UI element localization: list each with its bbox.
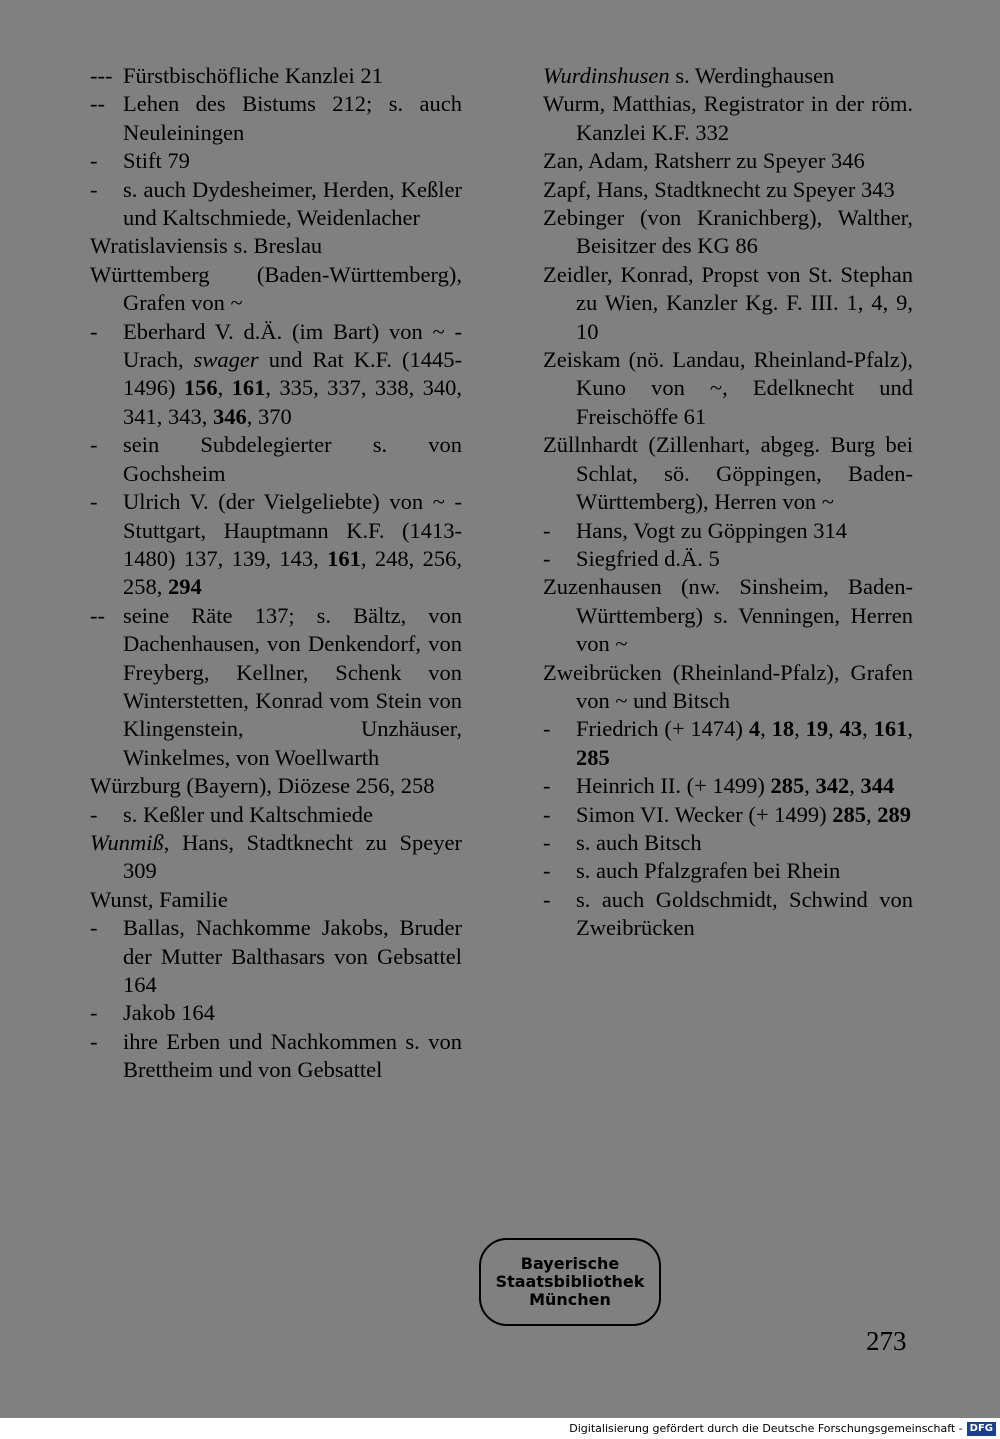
entry-dash: - [543,716,551,742]
index-subentry [543,545,913,573]
entry-text: s. Werdinghausen [669,63,835,88]
entry-text: 344 [860,773,895,799]
entry-dash: - [90,318,98,344]
index-entry [543,431,913,516]
entry-dash: -- [90,91,105,117]
entry-text: , [828,716,840,742]
entry-text: swager [193,347,259,373]
entry-text: Stift 79 [123,148,190,174]
index-subentry [90,999,462,1027]
index-subentry [90,914,462,999]
entry-text: 161 [231,375,266,401]
index-entry [543,147,913,175]
entry-text: , [794,716,806,742]
entry-text: 342 [815,773,850,799]
stamp-line: Bayerische [520,1254,620,1273]
entry-text: 289 [877,801,912,827]
entry-text: seine Räte 137; s. Bältz, von Dachenhausen, von Denkendorf, von Freyberg, Kellner, Schenk von Winterstetten, Konrad vom Stein von Klingenstein, Unzhäuser, Winkelmes, von Woellwarth [123,602,462,770]
index-entry [90,261,462,318]
entry-dash: - [90,915,98,941]
entry-text: s. auch Pfalzgrafen bei Rhein [576,858,841,884]
entry-text: sein Subdelegierter s. von Gochsheim [123,432,462,486]
entry-text: Züllnhardt (Zillenhart, abgeg. Burg bei Schlat, sö. Göppingen, Baden-Württemberg), Herren von ~ [543,432,913,515]
index-subentry [90,488,462,602]
entry-text: , [866,801,878,827]
entry-dash: - [90,148,98,174]
entry-text: Zapf, Hans, Stadtknecht zu Speyer 343 [543,176,895,202]
index-entry [543,90,913,147]
entry-text: , 335, 337, 338, 340, 341, 343, [123,375,462,429]
entry-text: Friedrich (+ 1474) [576,716,749,742]
entry-text: Jakob 164 [123,1000,215,1026]
entry-text: Wurdinshusen [543,63,670,88]
index-subentry [90,147,462,175]
entry-text: und Rat K.F. (1445-1496) [123,347,462,401]
footer-bar [0,1418,1000,1439]
index-subentry [543,857,913,885]
entry-dash: - [543,773,551,799]
index-entry [90,232,462,260]
index-entry [543,659,913,716]
entry-text: 161 [873,716,908,742]
footer-text: Digitalisierung gefördert durch die Deutsche Forschungsgemeinschaft - [569,1422,963,1435]
index-subentry [90,602,462,772]
index-subentry [543,517,913,545]
index-column-left [90,62,462,1085]
entry-text: , 248, 256, 258, [123,545,462,600]
entry-text: Simon VI. Wecker (+ 1499) [576,801,833,827]
entry-dash: - [543,829,551,855]
index-subentry [543,772,913,800]
index-subentry [90,1028,462,1085]
entry-text: s. auch Goldschmidt, Schwind von Zweibrücken [576,886,913,941]
entry-text: Lehen des Bistums 212; s. auch Neuleiningen [123,91,462,145]
entry-text: 19 [805,716,829,742]
entry-text: Heinrich II. (+ 1499) [576,773,771,799]
entry-text: , Hans, Stadtknecht zu Speyer 309 [123,829,462,884]
entry-text: Fürstbischöfliche Kanzlei 21 [123,63,383,88]
index-entry [90,829,462,886]
stamp-line: München [529,1290,611,1309]
entry-text: Zweibrücken (Rheinland-Pfalz), Grafen von ~ und Bitsch [543,659,913,713]
index-subentry [90,318,462,432]
entry-text: s. Keßler und Kaltschmiede [123,801,373,827]
entry-dash: - [90,176,98,202]
entry-text: , [804,773,816,799]
entry-dash: - [543,517,551,543]
index-entry [543,204,913,261]
entry-text: Hans, Vogt zu Göppingen 314 [576,517,848,543]
entry-dash: --- [90,63,113,88]
library-stamp [479,1238,661,1326]
dfg-logo: DFG [967,1422,996,1436]
entry-dash: - [543,801,551,827]
index-subentry [90,801,462,829]
entry-text: s. auch Dydesheimer, Herden, Keßler und Kaltschmiede, Weidenlacher [123,176,462,231]
index-subentry [90,176,462,233]
entry-dash: - [90,489,98,515]
entry-text: Zuzenhausen (nw. Sinsheim, Baden-Württemberg) s. Venningen, Herren von ~ [543,574,913,657]
entry-text: , [849,773,861,799]
index-entry [543,261,913,346]
entry-text: Ballas, Nachkomme Jakobs, Bruder der Mutter Balthasars von Gebsattel 164 [123,915,462,997]
entry-text: Zebinger (von Kranichberg), Walther, Beisitzer des KG 86 [543,205,913,259]
index-entry [543,346,913,431]
entry-text: 285 [770,773,805,799]
entry-text: 294 [168,574,202,600]
entry-dash: -- [90,602,105,628]
entry-text: , [760,716,772,742]
entry-text: Wunst, Familie [90,886,228,912]
stamp-line: Staatsbibliothek [495,1272,645,1291]
entry-text: , [217,375,232,401]
entry-text: Zeidler, Konrad, Propst von St. Stephan zu Wien, Kanzler Kg. F. III. 1, 4, 9, 10 [543,261,913,344]
entry-dash: - [90,1000,98,1026]
entry-text: ihre Erben und Nachkommen s. von Brettheim und von Gebsattel [123,1028,462,1083]
entry-text: Zan, Adam, Ratsherr zu Speyer 346 [543,148,865,174]
index-subentry [90,90,462,147]
entry-text: 161 [327,545,361,571]
entry-text: 285 [832,801,867,827]
entry-text: Wratislaviensis s. Breslau [90,233,323,259]
entry-dash: - [90,1028,98,1054]
entry-text: 18 [771,716,795,742]
index-entry [90,886,462,914]
entry-text: 346 [213,403,247,429]
index-subentry [90,431,462,488]
index-subentry [543,886,913,943]
entry-text: 285 [576,744,610,770]
index-column-right [543,62,913,943]
entry-dash: - [543,886,551,912]
entry-text: 156 [183,375,218,401]
entry-text: , 370 [246,403,292,429]
entry-dash: - [90,801,98,827]
entry-dash: - [543,858,551,884]
index-subentry [543,801,913,829]
entry-text: Wunmiß [90,829,164,855]
entry-text: Ulrich V. (der Vielgeliebte) von ~ -Stuttgart, Hauptmann K.F. (1413-1480) 137, 139, 143, [123,489,462,571]
entry-text: 43 [839,716,863,742]
entry-text: Zeiskam (nö. Landau, Rheinland-Pfalz), Kuno von ~, Edelknecht und Freischöffe 61 [543,347,913,429]
page-number: 273 [866,1326,907,1356]
entry-text: 4 [748,716,761,742]
index-subentry [90,62,462,90]
entry-text: Württemberg (Baden-Württemberg), Grafen von ~ [90,261,462,316]
index-entry [543,62,913,90]
index-entry [90,772,462,800]
index-entry [543,573,913,658]
entry-text: s. auch Bitsch [576,829,702,855]
entry-text: , [862,716,874,742]
entry-text: Siegfried d.Ä. 5 [576,545,720,571]
entry-text: Wurm, Matthias, Registrator in der röm. Kanzlei K.F. 332 [543,91,913,145]
entry-text: Würzburg (Bayern), Diözese 256, 258 [90,773,435,799]
entry-text: Eberhard V. d.Ä. (im Bart) von ~ -Urach, [123,318,462,373]
index-entry [543,176,913,204]
index-subentry [543,829,913,857]
index-subentry [543,715,913,772]
entry-dash: - [543,545,551,571]
entry-text: , [907,716,914,742]
entry-dash: - [90,432,98,458]
